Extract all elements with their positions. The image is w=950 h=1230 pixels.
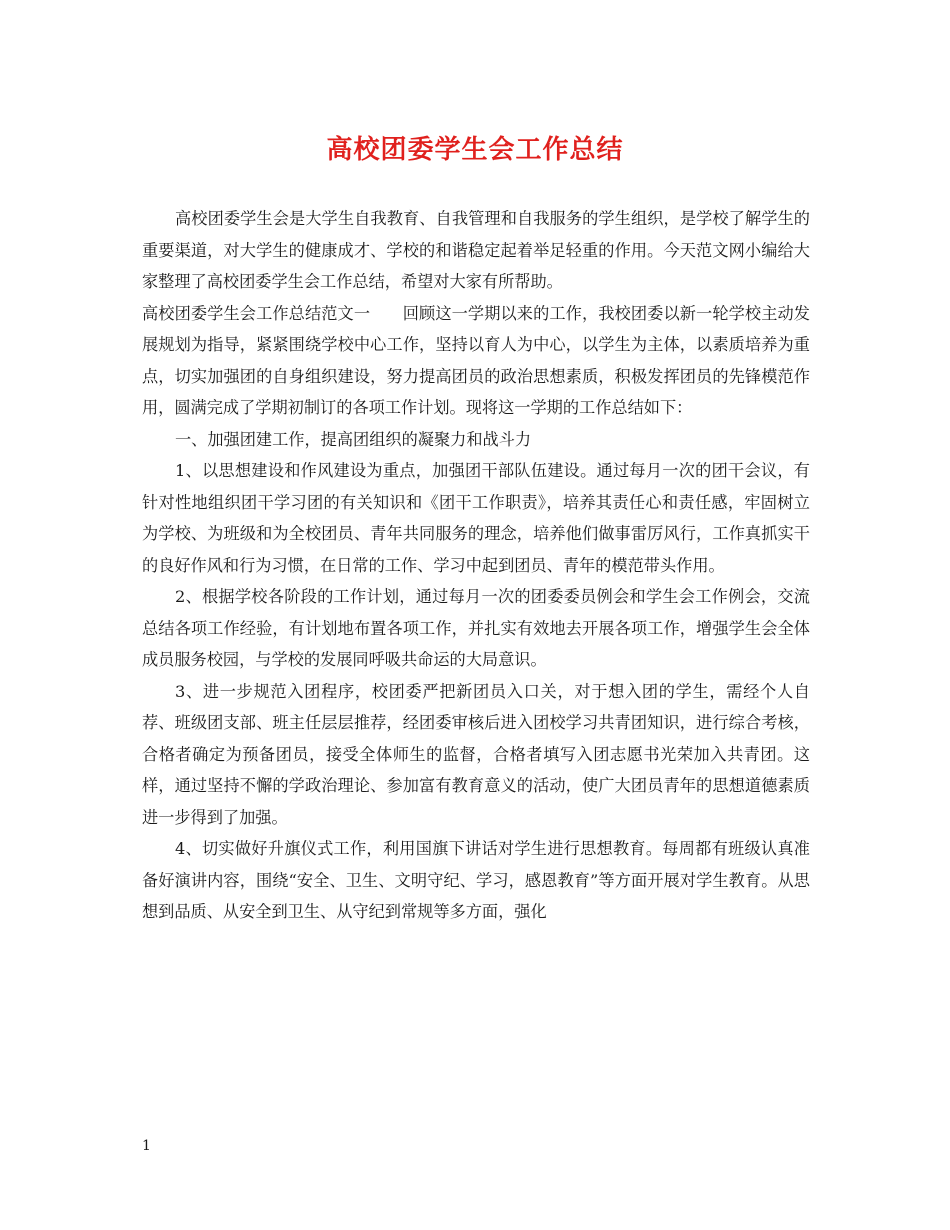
paragraph-intro: 高校团委学生会是大学生自我教育、自我管理和自我服务的学生组织，是学校了解学生的重要渠道，对大学生的健康成才、学校的和谐稳定起着举足轻重的作用。今天范文网小编给大家整理了高校团委学生会工作总结，希望对大家有所帮助。 xyxy=(142,209,810,291)
paragraph-sample-one: 高校团委学生会工作总结范文一 回顾这一学期以来的工作，我校团委以新一轮学校主动发展规划为指导，紧紧围绕学校中心工作，坚持以育人为中心，以学生为主体，以素质培养为重点，切实加强团的自身组织建设，努力提高团员的政治思想素质，积极发挥团员的先锋模范作用，圆满完成了学期初制订的各项工作计划。现将这一学期的工作总结如下： xyxy=(142,303,810,417)
section-heading-1: 一、加强团建工作，提高团组织的凝聚力和战斗力 xyxy=(175,429,532,449)
document-body xyxy=(142,203,810,928)
page-number: 1 xyxy=(142,1138,151,1154)
paragraph-item-4: 4、切实做好升旗仪式工作，利用国旗下讲话对学生进行思想教育。每周都有班级认真准备好演讲内容，围绕“安全、卫生、文明守纪、学习，感恩教育”等方面开展对学生教育。从思想到品质、从安全到卫生、从守纪到常规等多方面，强化 xyxy=(142,839,810,921)
paragraph-item-2: 2、根据学校各阶段的工作计划，通过每月一次的团委委员例会和学生会工作例会，交流总结各项工作经验，有计划地布置各项工作，并扎实有效地去开展各项工作，增强学生会全体成员服务校园，与学校的发展同呼吸共命运的大局意识。 xyxy=(142,587,810,669)
paragraph-item-3: 3、进一步规范入团程序，校团委严把新团员入口关，对于想入团的学生，需经个人自荐、班级团支部、班主任层层推荐，经团委审核后进入团校学习共青团知识，进行综合考核，合格者确定为预备团员，接受全体师生的监督，合格者填写入团志愿书光荣加入共青团。这样，通过坚持不懈的学政治理论、参加富有教育意义的活动，使广大团员青年的思想道德素质进一步得到了加强。 xyxy=(142,681,810,827)
paragraph-item-1: 1、以思想建设和作风建设为重点，加强团干部队伍建设。通过每月一次的团干会议，有针对性地组织团干学习团的有关知识和《团干工作职责》，培养其责任心和责任感，牢固树立为学校、为班级和为全校团员、青年共同服务的理念，培养他们做事雷厉风行，工作真抓实干的良好作风和行为习惯，在日常的工作、学习中起到团员、青年的模范带头作用。 xyxy=(142,461,810,575)
document-title: 高校团委学生会工作总结 xyxy=(326,135,624,165)
